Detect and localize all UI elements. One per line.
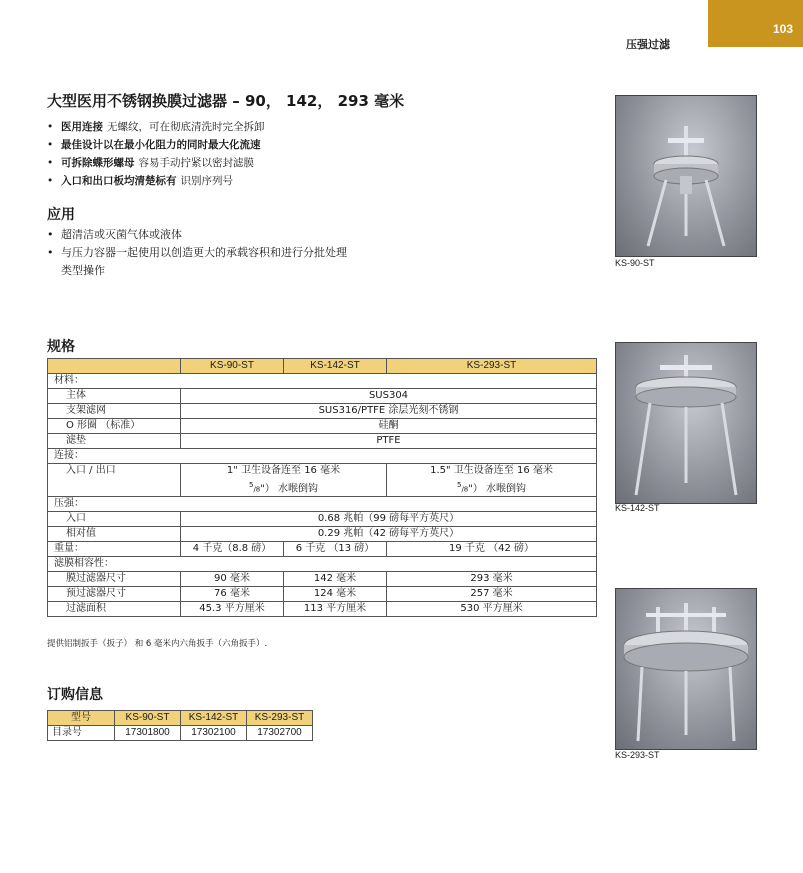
table-row (48, 542, 597, 557)
inlet-line-2: $^5$/8"） 水喉倒钩 (456, 481, 527, 495)
feature-list (47, 118, 265, 190)
application-item: • 超清洁或灭菌气体或液体 (47, 228, 182, 241)
cell-value: 硅酮 (181, 419, 597, 434)
row-label: 支架滤网 (48, 404, 181, 419)
page-title: 大型医用不锈钢换膜过滤器 – 90， 142， 293 毫米 (47, 92, 405, 110)
table-row (48, 512, 597, 527)
cell-value: 45.3 平方厘米 (181, 602, 284, 617)
cell-value: PTFE (181, 434, 597, 449)
page-number: 103 (772, 22, 793, 36)
photo-caption: KS-90-ST (615, 258, 655, 268)
inlet-line-1: 1.5" 卫生设备连至 16 毫米 (430, 465, 553, 476)
cell-value: 4 千克（8.8 磅） (181, 542, 284, 557)
specs-col-ks142: KS-142-ST (284, 359, 387, 374)
specs-header-row (48, 359, 597, 374)
photo-caption: KS-142-ST (615, 503, 660, 513)
specs-heading: 规格 (47, 339, 75, 355)
inlet-line-1: 1" 卫生设备连至 16 毫米 (226, 465, 341, 476)
table-row (48, 527, 597, 542)
table-row (48, 572, 597, 587)
cell-value: SUS316/PTFE 涂层光刻不锈钢 (181, 404, 597, 419)
table-row (48, 464, 597, 497)
table-row (48, 404, 597, 419)
specs-col-ks293: KS-293-ST (387, 359, 597, 374)
cell-value: 76 毫米 (181, 587, 284, 602)
group-label-connections: 连接： (48, 449, 597, 464)
cell-value: 257 毫米 (387, 587, 597, 602)
cell-value: SUS304 (181, 389, 597, 404)
table-row (48, 497, 597, 512)
filter-holder-illustration (616, 589, 756, 749)
filter-holder-illustration (616, 343, 756, 503)
group-label-pressure: 压强： (48, 497, 597, 512)
filter-holder-illustration (616, 96, 756, 256)
row-label: 入口 (48, 512, 181, 527)
cell-value: 113 平方厘米 (284, 602, 387, 617)
product-photo-ks293 (615, 588, 757, 750)
row-label: 主体 (48, 389, 181, 404)
table-row (48, 449, 597, 464)
catalog-number: 17302700 (247, 726, 313, 741)
table-row (48, 602, 597, 617)
catalog-number: 17302100 (181, 726, 247, 741)
cell-value: 293 毫米 (387, 572, 597, 587)
specs-table (47, 358, 597, 617)
row-label: 滤垫 (48, 434, 181, 449)
inlet-line-2: $^5$/8"） 水喉倒钩 (248, 481, 319, 495)
cell-value: 90 毫米 (181, 572, 284, 587)
product-photo-ks90 (615, 95, 757, 257)
row-label: 重量： (48, 542, 181, 557)
cell-value: 6 千克 （13 磅） (284, 542, 387, 557)
row-label: 膜过滤器尺寸 (48, 572, 181, 587)
table-row (48, 587, 597, 602)
group-label-materials: 材料： (48, 374, 597, 389)
feature-item: • 可拆除蝶形螺母 容易手动拧紧以密封滤膜 (47, 157, 254, 169)
model-name: KS-90-ST (115, 711, 181, 726)
product-photo-ks142 (615, 342, 757, 504)
table-row (48, 434, 597, 449)
model-name: KS-293-ST (247, 711, 313, 726)
row-label: 入口 / 出口 (48, 464, 181, 497)
cell-value (387, 464, 597, 497)
table-row (48, 557, 597, 572)
ordering-header-row (48, 711, 313, 726)
cell-value (181, 464, 387, 497)
table-row (48, 389, 597, 404)
specs-col-ks90: KS-90-ST (181, 359, 284, 374)
table-row (48, 374, 597, 389)
cell-value: 124 毫米 (284, 587, 387, 602)
cell-value: 19 千克 （42 磅） (387, 542, 597, 557)
applications-heading: 应用 (47, 207, 75, 223)
application-item-continuation: 类型操作 (61, 264, 105, 277)
photo-caption: KS-293-ST (615, 750, 660, 760)
table-row (48, 419, 597, 434)
catalog-number: 17301800 (115, 726, 181, 741)
ordering-heading: 订购信息 (47, 687, 103, 703)
feature-item: • 最佳设计以在最小化阻力的同时最大化流速 (47, 139, 261, 151)
table-row (48, 726, 313, 741)
footnote: 提供铝制扳手（扳子） 和 6 毫米内六角扳手（六角扳手）. (47, 639, 268, 649)
model-label: 型号 (48, 711, 115, 726)
section-header: 压强过滤 (626, 38, 670, 51)
cell-value: 0.68 兆帕（99 磅每平方英尺） (181, 512, 597, 527)
row-label: 预过滤器尺寸 (48, 587, 181, 602)
applications-list (47, 226, 347, 280)
row-label: O 形圈 （标准） (48, 419, 181, 434)
group-label-compat: 滤膜相容性： (48, 557, 597, 572)
cell-value: 142 毫米 (284, 572, 387, 587)
ordering-table (47, 710, 313, 741)
cell-value: 0.29 兆帕（42 磅每平方英尺） (181, 527, 597, 542)
row-label: 过滤面积 (48, 602, 181, 617)
page-number-tab (708, 0, 803, 47)
application-item: • 与压力容器一起使用以创造更大的承载容积和进行分批处理 (47, 246, 347, 259)
catalog-label: 目录号 (48, 726, 115, 741)
feature-item: • 医用连接 无螺纹，可在彻底清洗时完全拆卸 (47, 121, 265, 133)
cell-value: 530 平方厘米 (387, 602, 597, 617)
row-label: 相对值 (48, 527, 181, 542)
specs-header-blank (48, 359, 181, 374)
feature-item: • 入口和出口板均清楚标有 识别序列号 (47, 175, 233, 187)
model-name: KS-142-ST (181, 711, 247, 726)
